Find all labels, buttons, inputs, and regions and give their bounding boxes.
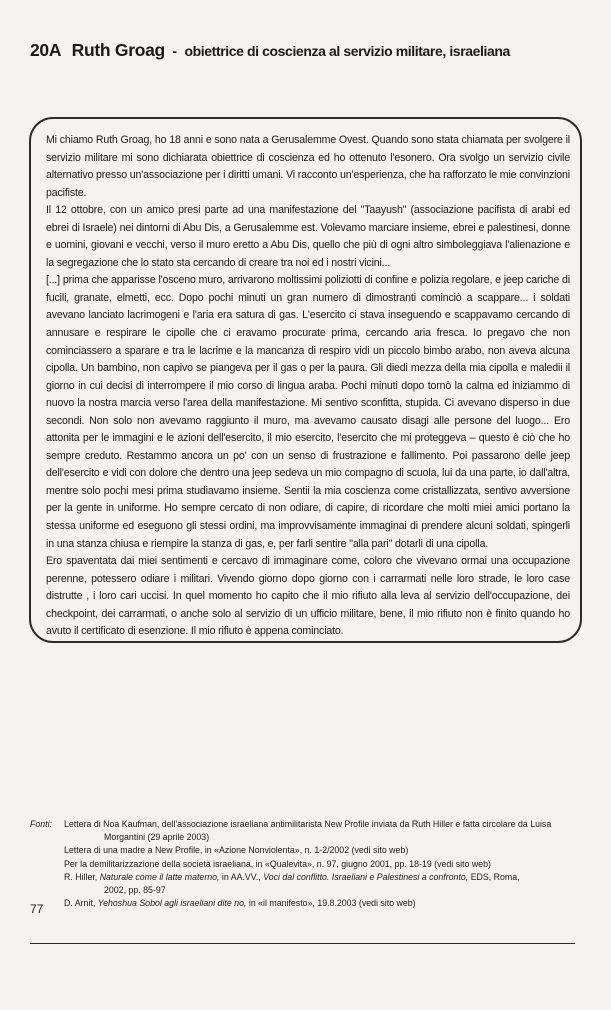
chapter-subtitle: obiettrice di coscienza al servizio militare, israeliana (184, 43, 510, 59)
source-title: Naturale come il latte materno, (99, 871, 220, 882)
bottom-rule (30, 943, 575, 944)
source-title: Yehoshua Sobol agli israeliani dite no, (97, 898, 247, 909)
source-entry (64, 871, 592, 884)
source-text: in «il manifesto», 19.8.2003 (vedi sito web) (246, 898, 416, 909)
chapter-heading (30, 40, 590, 61)
testimony-paragraph: Il 12 ottobre, con un amico presi parte ad una manifestazione del "Taayush" (associazione pacifista di arabi ed ebrei di Israele) nei dintorni di Abu Dis, a Gerusalemme est. Volevamo marciare insieme, ebrei e palestinesi, donne e uomini, giovani e vecchi, verso il muro eretto a Abu Dis, quello che più di ogni altro simboleggiava l'alienazione e la segregazione che lo stato sta cercando di creare tra noi ed i nostri vicini... (46, 204, 570, 269)
sources-list (64, 818, 592, 910)
source-author: D. Arnit, (64, 898, 98, 909)
source-entry-continuation: 2002, pp. 85-97 (104, 885, 166, 896)
chapter-person-name: Ruth Groag (71, 40, 165, 60)
sources-label: Fonti: (30, 819, 53, 829)
source-text: EDS, Roma, (468, 871, 520, 882)
testimony-paragraph: Mi chiamo Ruth Groag, ho 18 anni e sono nata a Gerusalemme Ovest. Quando sono stata chiamata per svolgere il servizio militare mi sono dichiarata obiettrice di coscienza ed ho ottenuto l'esonero. Ora svolgo un servizio civile alternativo presso un'associazione per i diritti umani. Vi racconto un'esperienza, che ha rafforzato le mie convinzioni pacifiste. (46, 134, 570, 199)
page-number: 77 (30, 902, 44, 916)
testimony-text (46, 132, 570, 641)
source-entry: Per la demilitarizzazione della società israeliana, in «Qualevita», n. 97, giugno 2001, pp. 18-19 (vedi sito web) (64, 858, 491, 869)
testimony-paragraph: Ero spaventata dai miei sentimenti e cercavo di immaginare come, coloro che vivevano ormai una occupazione perenne, potessero odiare i militari. Vivendo giorno dopo giorno con i carrarmati nelle loro strade, le loro case distrutte , i loro cari uccisi. In quel momento ho capito che il mio rifiuto alla leva al servizio dell'occupazione, dei checkpoint, dei carrarmati, o anche solo al servizio di un ufficio militare, bene, il mio rifiuto non è finito quando ho avuto il certificato di esenzione. Il mio rifiuto è appena cominciato. (46, 555, 570, 638)
chapter-number: 20A (30, 40, 62, 60)
heading-dash: - (172, 43, 178, 59)
source-entry (64, 897, 592, 910)
source-entry: Lettera di Noa Kaufman, dell'associazione israeliana antimilitarista New Profile inviata da Ruth Hiller e fatta circolare da Luisa Morgantini (29 aprile 2003) (64, 819, 552, 843)
testimony-paragraph: [...] prima che apparisse l'osceno muro, arrivarono moltissimi poliziotti di confine e polizia regolare, e jeep cariche di fucili, granate, elmetti, ecc. Dopo pochi minuti un gran numero di dimostranti cominciò a scappare... i soldati avevano lanciato lacrimogeni e l'aria era satura di gas. L'esercito ci stava inseguendo e scappavamo cercando di annusare e respirare le cipolle che ci eravamo procurate prima, cercando aria fresca. Io pregavo che non cominciassero a sparare e tra le lacrime e la mancanza di respiro vidi un piccolo bimbo arabo, non aveva alcuna cipolla. Un bambino, non capivo se piangeva per il gas o per la paura. Gli diedi mezza della mia cipolla e maledii il giorno in cui decisi di interrompere il mio corso di lingua araba. Pochi minuti dopo tornò la calma ed iniziammo di nuovo la nostra marcia verso l'area della manifestazione. Mi sentivo sconfitta, stupida. Ci avevano disperso in due secondi. Non solo non avevamo raggiunto il muro, ma avevamo causato disagi alle persone del luogo... Ero attonita per le immagini e le azioni dell'esercito, il mio esercito, l'esercito che mi proteggeva – questo è ciò che ho sempre creduto. Restammo ancora un po' con un senso di frustrazione e fallimento. Poi passarono delle jeep dell'esercito e vidi con dolore che dentro una jeep sedeva un mio compagno di scuola, lui da una parte, io dall'altra, mentre solo pochi mesi prima studiavamo insieme. Sentii la mia coscienza come cristallizzata, sentivo avversione per la gente in uniforme. Ho sempre cercato di non odiare, di capire, di ricordare che molti miei amici portano la stessa uniforme ed eseguono gli stessi ordini, ma improvvisamente immaginai di prendere alcuni soldati, spingerli in una stanza chiusa e riempire la stanza di gas, e, per farli sentire "alla pari" dotarli di una cipolla. (46, 274, 570, 550)
source-title: Voci dal conflitto. Israeliani e Palestinesi a confronto, (263, 871, 469, 882)
source-text: in AA.VV., (219, 871, 264, 882)
source-author: R. Hiller, (64, 871, 100, 882)
source-entry: Lettera di una madre a New Profile, in «Azione Nonviolenta», n. 1-2/2002 (vedi sito web) (64, 845, 409, 856)
